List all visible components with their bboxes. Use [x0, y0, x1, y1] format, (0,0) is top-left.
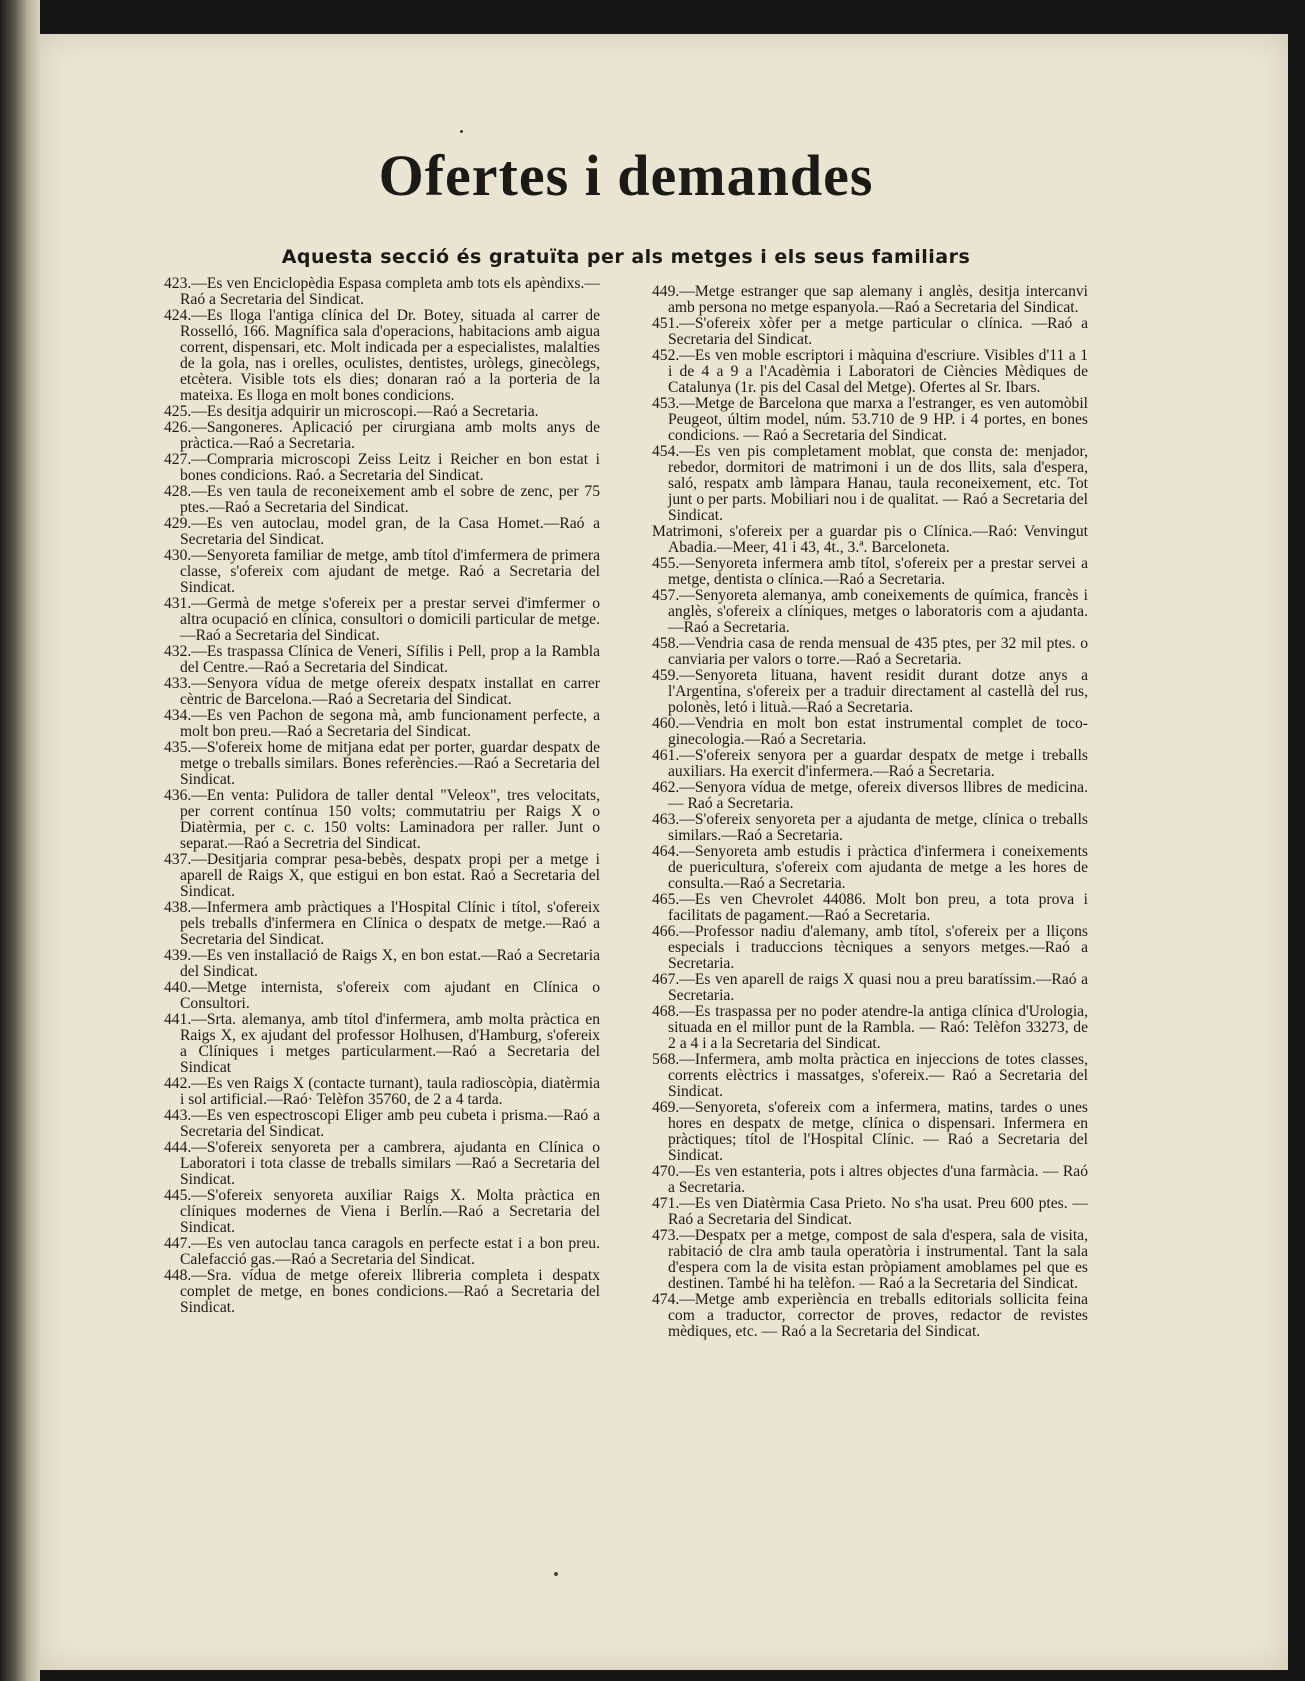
classified-ad: 427.—Compraria microscopi Zeiss Leitz i Reicher en bon estat i bones condicions. Raó. a Secretaria del Sindicat.: [164, 451, 600, 484]
classified-ad: 437.—Desitjaria comprar pesa-bebès, despatx propi per a metge i aparell de Raigs X, que estigui en bon estat. Raó a Secretaria del Sindicat.: [164, 851, 600, 900]
classified-ad: 435.—S'ofereix home de mitjana edat per porter, guardar despatx de metge o treballs similars. Bones referències.—Raó a Secretaria del Sindicat.: [164, 739, 600, 788]
classified-ad: 431.—Germà de metge s'ofereix per a prestar servei d'imfermer o altra ocupació en clínica, consultori o domicili particular de metge.—Raó a Secretaria del Sindicat.: [164, 595, 600, 644]
classified-ad: 465.—Es ven Chevrolet 44086. Molt bon preu, a tota prova i facilitats de pagament.—Raó a Secretaria.: [652, 891, 1088, 924]
classified-ad: 432.—Es traspassa Clínica de Veneri, Sífilis i Pell, prop a la Rambla del Centre.—Raó a Secretaria del Sindicat.: [164, 643, 600, 676]
classified-ad: 426.—Sangoneres. Aplicació per cirurgiana amb molts anys de pràctica.—Raó a Secretaria.: [164, 419, 600, 452]
classified-ad: 455.—Senyoreta infermera amb títol, s'ofereix per a prestar servei a metge, dentista o clínica.—Raó a Secretaria.: [652, 555, 1088, 588]
classified-ad: 440.—Metge internista, s'ofereix com ajudant en Clínica o Consultori.: [164, 979, 600, 1012]
classified-ad: 458.—Vendria casa de renda mensual de 435 ptes, per 32 mil ptes. o canviaria per valors o torre.—Raó a Secretaria.: [652, 635, 1088, 668]
classified-ad: 466.—Professor nadiu d'alemany, amb títol, s'ofereix per a lliçons especials i traduccions tècniques a senyors metges.—Raó a Secretaria.: [652, 923, 1088, 972]
classified-ad: 457.—Senyoreta alemanya, amb coneixements de química, francès i anglès, s'ofereix a clíniques, metges o laboratoris com a ajudanta.—Raó a Secretaria.: [652, 587, 1088, 636]
classified-ad: 429.—Es ven autoclau, model gran, de la Casa Homet.—Raó a Secretaria del Sindicat.: [164, 515, 600, 548]
classified-ad: 442.—Es ven Raigs X (contacte turnant), taula radioscòpia, diatèrmia i sol artificial.—Raó· Telèfon 35760, de 2 a 4 tarda.: [164, 1075, 600, 1108]
classified-ad: 436.—En venta: Pulidora de taller dental "Veleox", tres velocitats, per corrent contínua 150 volts; commutatriu per Raigs X o Diatèrmia, per c. c. 150 volts: Laminadora per raller. Junt o separat.—Raó a Secretria del Sindicat.: [164, 787, 600, 852]
left-column: [164, 276, 600, 1316]
classified-ad: 454.—Es ven pis completament moblat, que consta de: menjador, rebedor, dormitori de matrimoni i un de dos llits, sala d'espera, saló, respatx amb làmpara Hanau, taula reconeixement, etc. Tot junt o per parts. Mobiliari nou i de qualitat. — Raó a Secretaria del Sindicat.: [652, 443, 1088, 524]
classified-ad: 438.—Infermera amb pràctiques a l'Hospital Clínic i títol, s'ofereix pels treballs d'infermera en Clínica o despatx de metge.—Raó a Secretaria del Sindicat.: [164, 899, 600, 948]
page-title: Ofertes i demandes: [378, 143, 874, 208]
classified-ad: 460.—Vendria en molt bon estat instrumental complet de toco-ginecologia.—Raó a Secretaria.: [652, 715, 1088, 748]
right-column: [652, 284, 1088, 1340]
classified-ad: 470.—Es ven estanteria, pots i altres objectes d'una farmàcia. — Raó a Secretaria.: [652, 1163, 1088, 1196]
classified-ad: 423.—Es ven Enciclopèdia Espasa completa amb tots els apèndixs.—Raó a Secretaria del Sindicat.: [164, 275, 600, 308]
classified-ad: 474.—Metge amb experiència en treballs editorials sollicita feina com a traductor, corrector de proves, redactor de revistes mèdiques, etc. — Raó a la Secretaria del Sindicat.: [652, 1291, 1088, 1340]
classified-ad: 443.—Es ven espectroscopi Eliger amb peu cubeta i prisma.—Raó a Secretaria del Sindicat.: [164, 1107, 600, 1140]
page-footer-dot: [554, 1572, 558, 1576]
classified-ad: 451.—S'ofereix xòfer per a metge particular o clínica. —Raó a Secretaria del Sindicat.: [652, 315, 1088, 348]
classified-ad: 453.—Metge de Barcelona que marxa a l'estranger, es ven automòbil Peugeot, últim model, núm. 53.710 de 9 HP. i 4 portes, en bones condicions. — Raó a Secretaria del Sindicat.: [652, 395, 1088, 444]
classified-ad: 467.—Es ven aparell de raigs X quasi nou a preu baratíssim.—Raó a Secretaria.: [652, 971, 1088, 1004]
adjacent-page-edge: [0, 0, 40, 1681]
classified-ad: 464.—Senyoreta amb estudis i pràctica d'infermera i coneixements de puericultura, s'ofereix com ajudanta de metge a les hores de consulta.—Raó a Secretaria.: [652, 843, 1088, 892]
decorative-dot: [460, 130, 463, 133]
classified-ad: 433.—Senyora vídua de metge ofereix despatx installat en carrer cèntric de Barcelona.—Raó a Secretaria del Sindicat.: [164, 675, 600, 708]
classified-ad: 448.—Sra. vídua de metge ofereix llibreria completa i despatx complet de metge, en bones condicions.—Raó a Secretaria del Sindicat.: [164, 1267, 600, 1316]
classified-ad: 459.—Senyoreta lituana, havent residit durant dotze anys a l'Argentina, s'ofereix per a traduir directament al castellà del rus, polonès, letó i lituà.—Raó a Secretaria.: [652, 667, 1088, 716]
classified-ad: 445.—S'ofereix senyoreta auxiliar Raigs X. Molta pràctica en clíniques modernes de Viena i Berlín.—Raó a Secretaria del Sindicat.: [164, 1187, 600, 1236]
classified-ad: 469.—Senyoreta, s'ofereix com a infermera, matins, tardes o unes hores en despatx de metge, clínica o dispensari. Infermera en pràctiques; títol de l'Hospital Clínic. — Raó a Secretaria del Sindicat.: [652, 1099, 1088, 1164]
classified-ad: 462.—Senyora vídua de metge, ofereix diversos llibres de medicina. — Raó a Secretaria.: [652, 779, 1088, 812]
classified-ad: Matrimoni, s'ofereix per a guardar pis o Clínica.—Raó: Venvingut Abadia.—Meer, 41 i 43, 4t., 3.ª. Barceloneta.: [652, 523, 1088, 556]
classified-ad: 461.—S'ofereix senyora per a guardar despatx de metge i treballs auxiliars. Ha exercit d'infermera.—Raó a Secretaria.: [652, 747, 1088, 780]
classified-ad: 473.—Despatx per a metge, compost de sala d'espera, sala de visita, rabitació de clra amb taula operatòria i instrumental. Tant la sala d'espera com la de visita estan pròpiament amoblames pel que es destinen. També hi ha telèfon. — Raó a la Secretaria del Sindicat.: [652, 1227, 1088, 1292]
classified-ad: 471.—Es ven Diatèrmia Casa Prieto. No s'ha usat. Preu 600 ptes. — Raó a Secretaria del Sindicat.: [652, 1195, 1088, 1228]
page: [40, 34, 1288, 1670]
classified-ad: 452.—Es ven moble escriptori i màquina d'escriure. Visibles d'11 a 1 i de 4 a 9 a l'Acadèmia i Laboratori de Ciències Mèdiques de Catalunya (1r. pis del Casal del Metge). Ofertes al Sr. Ibars.: [652, 347, 1088, 396]
classified-ad: 441.—Srta. alemanya, amb títol d'infermera, amb molta pràctica en Raigs X, ex ajudant del professor Holhusen, d'Hamburg, s'ofereix a Clíniques i metges particularment.—Raó a Secretaria del Sindicat: [164, 1011, 600, 1076]
classified-ad: 568.—Infermera, amb molta pràctica en injeccions de totes classes, corrents elèctrics i massatges, s'ofereix.— Raó a Secretaria del Sindicat.: [652, 1051, 1088, 1100]
classified-ad: 449.—Metge estranger que sap alemany i anglès, desitja intercanvi amb persona no metge espanyola.—Raó a Secretaria del Sindicat.: [652, 283, 1088, 316]
classified-ad: 444.—S'ofereix senyoreta per a cambrera, ajudanta en Clínica o Laboratori i tota classe de treballs similars —Raó a Secretaria del Sindicat.: [164, 1139, 600, 1188]
classified-ad: 424.—Es lloga l'antiga clínica del Dr. Botey, situada al carrer de Rosselló, 166. Magnífica sala d'operacions, habitacions amb aigua corrent, dispensari, etc. Molt indicada per a especialistes, malalties de la gola, nas i orelles, oculistes, dentistes, uròlegs, ginecòlegs, etcètera. Visible tots els dies; donaran raó a la porteria de la mateixa. Es lloga en molt bones condicions.: [164, 307, 600, 404]
classified-ad: 434.—Es ven Pachon de segona mà, amb funcionament perfecte, a molt bon preu.—Raó a Secretaria del Sindicat.: [164, 707, 600, 740]
classified-ad: 439.—Es ven installació de Raigs X, en bon estat.—Raó a Secretaria del Sindicat.: [164, 947, 600, 980]
page-subtitle: Aquesta secció és gratuïta per als metges i els seus familiars: [281, 246, 971, 268]
classified-ad: 430.—Senyoreta familiar de metge, amb títol d'imfermera de primera classe, s'ofereix com ajudant de metge. Raó a Secretaria del Sindicat.: [164, 547, 600, 596]
classified-ad: 447.—Es ven autoclau tanca caragols en perfecte estat i a bon preu. Calefacció gas.—Raó a Secretaria del Sindicat.: [164, 1235, 600, 1268]
classified-ad: 428.—Es ven taula de reconeixement amb el sobre de zenc, per 75 ptes.—Raó a Secretaria del Sindicat.: [164, 483, 600, 516]
classified-ad: 468.—Es traspassa per no poder atendre-la antiga clínica d'Urologia, situada en el millor punt de la Rambla. — Raó: Telèfon 33273, de 2 a 4 i a la Secretaria del Sindicat.: [652, 1003, 1088, 1052]
classified-ad: 463.—S'ofereix senyoreta per a ajudanta de metge, clínica o treballs similars.—Raó a Secretaria.: [652, 811, 1088, 844]
classified-ad: 425.—Es desitja adquirir un microscopi.—Raó a Secretaria.: [164, 403, 539, 420]
